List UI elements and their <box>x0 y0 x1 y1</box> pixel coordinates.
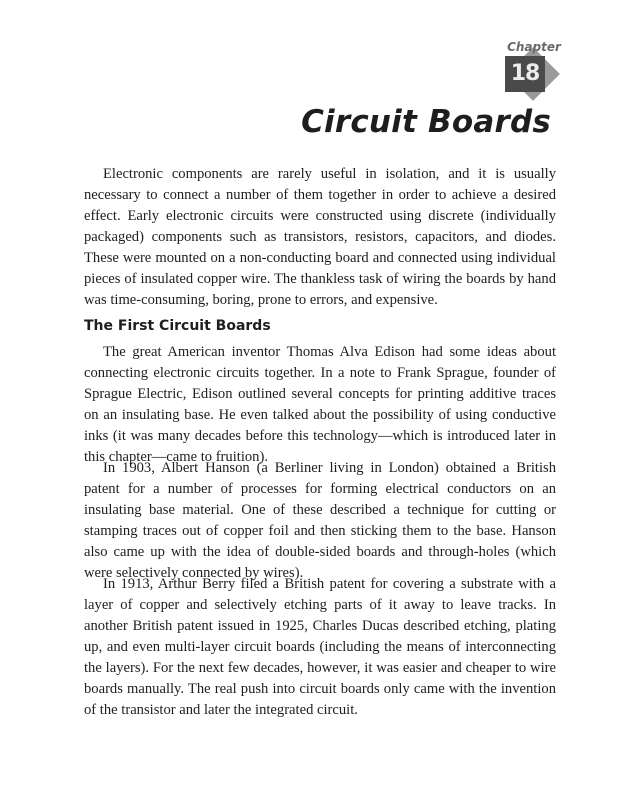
chapter-label: Chapter <box>507 40 561 54</box>
section-paragraph-hanson: In 1903, Albert Hanson (a Berliner living in London) obtained a British patent for a number of processes for forming electrical conductors on an insulating base material. One of these described a technique for cutting or stamping traces out of copper foil and then sticking them to the base. Hanson also came up with the idea of double-sided boards and through-holes (which were selectively connected by wires). <box>84 460 556 581</box>
section-heading: The First Circuit Boards <box>84 318 271 334</box>
chapter-title: Circuit Boards <box>301 104 551 140</box>
section-paragraph-edison: The great American inventor Thomas Alva Edison had some ideas about connecting electronic circuits together. In a note to Frank Sprague, founder of Sprague Electric, Edison outlined several concepts for printing additive traces on an insulating base. He even talked about the possibility of using conductive inks (it was many decades before this technology—which is introduced later in this chapter—came to fruition). <box>84 344 556 465</box>
chapter-number: 18 <box>505 56 545 92</box>
intro-paragraph: Electronic components are rarely useful in isolation, and it is usually necessary to connect a number of them together in order to achieve a desired effect. Early electronic circuits were constructed using discrete (individually packaged) components such as transistors, resistors, capacitors, and diodes. These were mounted on a non-conducting board and connected using individual pieces of insulated copper wire. The thankless task of wiring the boards by hand was time-consuming, boring, prone to errors, and expensive. <box>84 166 556 308</box>
section-paragraph-berry: In 1913, Arthur Berry filed a British patent for covering a substrate with a layer of copper and selectively etching parts of it away to leave tracks. In another British patent issued in 1925, Charles Ducas described etching, plating up, and even multi-layer circuit boards (including the means of interconnecting the layers). For the next few decades, however, it was easier and cheaper to wire boards manually. The real push into circuit boards only came with the invention of the transistor and later the integrated circuit. <box>84 576 556 718</box>
